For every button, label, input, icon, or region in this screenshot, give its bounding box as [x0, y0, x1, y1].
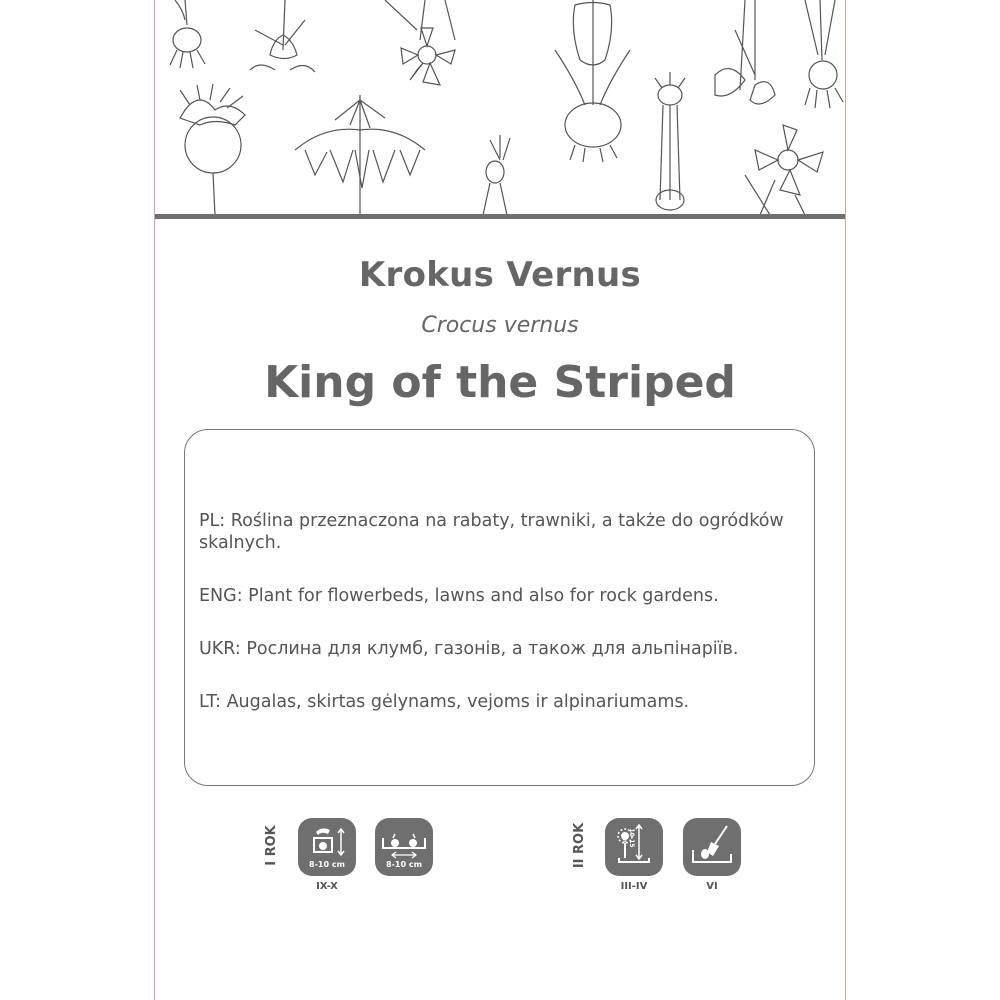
planting-depth-value: 8-10 cm — [309, 860, 345, 869]
crown-imperial-illustration — [295, 95, 425, 215]
description-eng: ENG: Plant for flowerbeds, lawns and also for rock gardens. — [199, 586, 719, 606]
latin-name: Crocus vernus — [421, 313, 579, 338]
year2-label: II ROK — [572, 822, 588, 869]
narcissus-illustration-1 — [385, 0, 455, 85]
digging-period: VI — [706, 881, 718, 892]
year1-label: I ROK — [263, 825, 279, 866]
planting-depth-tile — [298, 818, 356, 876]
cultivar-name: King of the Striped — [264, 357, 736, 408]
bulb-illustration-1 — [170, 0, 205, 68]
header-separator — [155, 214, 845, 219]
planting-spacing-value: 8-10 cm — [386, 860, 422, 869]
planting-period: IX-X — [316, 881, 338, 892]
hyacinth-illustration — [555, 0, 630, 162]
flower-height-value: 10-15 cm — [621, 828, 635, 848]
description-ukr: UKR: Рослина для клумб, газонів, а також для альпінаріїв. — [199, 639, 739, 659]
common-name: Krokus Vernus — [358, 255, 642, 295]
bulb-illustration-3 — [805, 0, 843, 108]
description-pl: PL: Roślina przeznaczona na rabaty, trawniki, a także do ogródków skalnych. — [199, 511, 784, 553]
bulb-illustration-4 — [483, 135, 510, 215]
allium-illustration — [180, 84, 245, 215]
plant-label-card — [154, 0, 846, 1000]
iris-illustration — [715, 0, 775, 104]
digging-tile — [683, 818, 741, 876]
shovel-icon — [683, 818, 741, 876]
description-box — [184, 429, 815, 786]
description-lt: LT: Augalas, skirtas gėlynams, vejoms ir alpinariumams. — [199, 692, 690, 712]
crocus-illustration — [250, 0, 315, 72]
botanical-illustration — [155, 0, 845, 215]
bulb-illustration-2 — [655, 72, 685, 210]
narcissus-illustration-2 — [745, 125, 823, 215]
flowering-height-tile — [605, 818, 663, 876]
flowering-period: III-IV — [620, 881, 648, 892]
planting-spacing-tile — [375, 818, 433, 876]
